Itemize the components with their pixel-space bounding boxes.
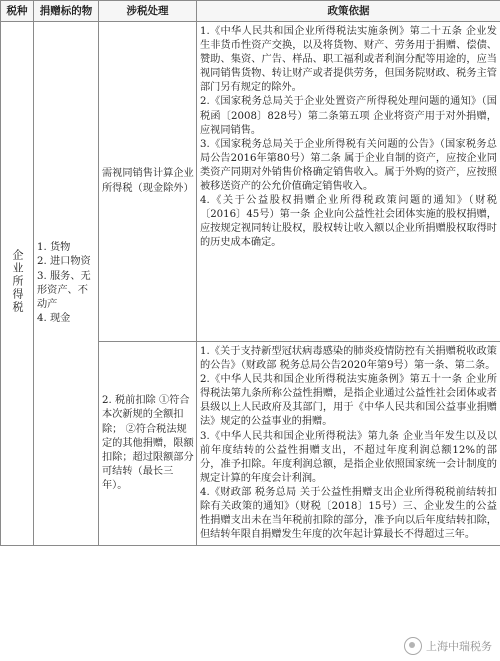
brand-logo-icon bbox=[404, 637, 422, 655]
donated-object-item: 4. 现金 bbox=[37, 312, 71, 324]
header-donated-object: 捐赠标的物 bbox=[34, 1, 99, 22]
tax-type-cell bbox=[1, 22, 34, 546]
tax-treatment-cell: 需视同销售计算企业所得税（现金除外） bbox=[99, 22, 197, 342]
donated-object-item: 2. 进口物资 bbox=[37, 256, 91, 268]
table-row bbox=[1, 22, 500, 342]
header-policy-basis: 政策依据 bbox=[197, 1, 500, 22]
watermark bbox=[404, 637, 492, 655]
policy-paragraph: 2.《中华人民共和国企业所得税法实施条例》第五十一条 企业所得税法第九条所称公益性捐赠，是指企业通过公益性社会团体或者县级以上人民政府及其部门，用于《中华人民共和国公益事业捐赠法》规定的公益事业的捐赠。 bbox=[200, 374, 497, 428]
policy-paragraph: 1.《关于支持新型冠状病毒感染的肺炎疫情防控有关捐赠税收政策的公告》（财政部 税务总局公告2020年第9号）第一条、第二条。 bbox=[200, 346, 497, 372]
policy-paragraph: 4.《财政部 税务总局 关于公益性捐赠支出企业所得税税前结转扣除有关政策的通知》（财税〔2018〕15号）三、企业发生的公益性捐赠支出未在当年税前扣除的部分，准予向以后年度结转扣除，但结转年限自捐赠发生年度的次年起计算最长不得超过三年。 bbox=[200, 486, 497, 541]
watermark-text: 上海中瑞税务 bbox=[426, 640, 492, 653]
donated-object-item: 1. 货物 bbox=[37, 242, 71, 254]
header-tax-type: 税种 bbox=[1, 1, 34, 22]
donated-object-cell bbox=[34, 22, 99, 546]
policy-paragraph: 3.《中华人民共和国企业所得税法》第九条 企业当年发生以及以前年度结转的公益性捐赠支出，不超过年度利润总额12%的部分，准予扣除。年度利润总额，是指企业依照国家统一会计制度的规定计算的年度会计利润。 bbox=[200, 430, 497, 484]
donated-object-item: 3. 服务、无形资产、不动产 bbox=[37, 270, 91, 310]
policy-paragraph: 3.《国家税务总局关于企业所得税有关问题的公告》（国家税务总局公告2016年第80号）第二条 属于企业自制的资产，应按企业同类资产同期对外销售价格确定销售收入。属于外购的资产，应按照被移送资产的公允价值确定销售收入。 bbox=[200, 138, 497, 193]
policy-basis-cell bbox=[197, 22, 500, 342]
table-header-row bbox=[1, 1, 500, 22]
header-tax-treatment: 涉税处理 bbox=[99, 1, 197, 22]
policy-paragraph: 2.《国家税务总局关于企业处置资产所得税处理问题的通知》（国税函〔2008〕828号）第二条第五项 企业将资产用于对外捐赠，应视同销售。 bbox=[200, 96, 497, 136]
policy-paragraph: 1.《中华人民共和国企业所得税法实施条例》第二十五条 企业发生非货币性资产交换，以及将货物、财产、劳务用于捐赠、偿债、赞助、集资、广告、样品、职工福利或者利润分配等用途的，应当视同销售货物、转让财产或者提供劳务，但国务院财政、税务主管部门另有规定的除外。 bbox=[200, 26, 497, 94]
tax-treatment-cell: 2. 税前扣除 ①符合本次新规的全额扣除； ②符合税法规定的其他捐赠，限额扣除；超过限额部分可结转（最长三年）。 bbox=[99, 342, 197, 546]
tax-type-value: 企业所得税 bbox=[11, 248, 25, 314]
policy-basis-cell bbox=[197, 342, 500, 546]
policy-paragraph: 4.《关于公益股权捐赠企业所得税政策问题的通知》（财税〔2016〕45号）第一条 企业向公益性社会团体实施的股权捐赠，应按规定视同转让股权，股权转让收入额以企业所捐赠股权取得时的历史成本确定。 bbox=[200, 195, 497, 249]
